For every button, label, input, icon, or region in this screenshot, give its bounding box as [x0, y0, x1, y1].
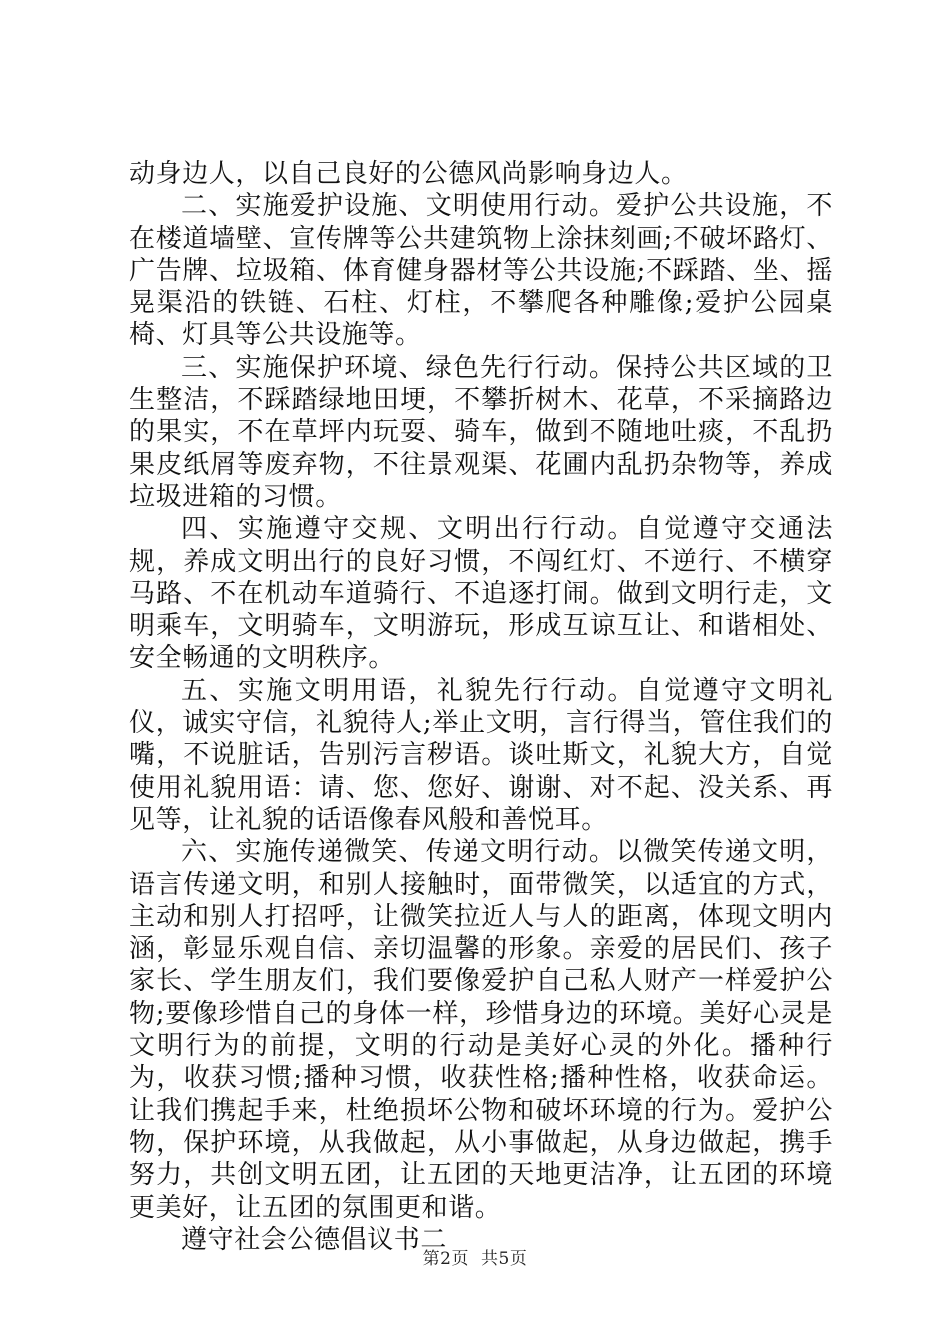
page-total: 共5页 [481, 1249, 528, 1269]
page-number: 第2页 [422, 1249, 469, 1269]
document-body [129, 158, 833, 1256]
section-heading: 遵守社会公德倡议书二 [181, 1224, 448, 1255]
paragraph-continuation: 动身边人，以自己良好的公德风尚影响身边人。 [129, 159, 688, 189]
paragraph-section-4: 四、实施遵守交规、文明出行行动。自觉遵守交通法规，养成文明出行的良好习惯，不闯红灯、不逆行、不横穿马路、不在机动车道骑行、不追逐打闹。做到文明行走，文明乘车，文明骑车，文明游玩，形成互谅互让、和谐相处、安全畅通的文明秩序。 [129, 514, 833, 674]
paragraph-section-3: 三、实施保护环境、绿色先行行动。保持公共区域的卫生整洁，不踩踏绿地田埂，不攀折树木、花草，不采摘路边的果实，不在草坪内玩耍、骑车，做到不随地吐痰，不乱扔果皮纸屑等废弃物，不往景观渠、花圃内乱扔杂物等，养成垃圾进箱的习惯。 [129, 352, 833, 512]
paragraph-section-6: 六、实施传递微笑、传递文明行动。以微笑传递文明，语言传递文明，和别人接触时，面带微笑，以适宜的方式，主动和别人打招呼，让微笑拉近人与人的距离，体现文明内涵，彰显乐观自信、亲切温馨的形象。亲爱的居民们、孩子家长、学生朋友们，我们要像爱护自己私人财产一样爱护公物;要像珍惜自己的身体一样，珍惜身边的环境。美好心灵是文明行为的前提，文明的行动是美好心灵的外化。播种行为，收获习惯;播种习惯，收获性格;播种性格，收获命运。让我们携起手来，杜绝损坏公物和破坏环境的行为。爱护公物，保护环境，从我做起，从小事做起，从身边做起，携手努力，共创文明五团，让五团的天地更洁净，让五团的环境更美好，让五团的氛围更和谐。 [129, 837, 833, 1223]
paragraph-section-5: 五、实施文明用语，礼貌先行行动。自觉遵守文明礼仪，诚实守信，礼貌待人;举止文明，言行得当，管住我们的嘴，不说脏话，告别污言秽语。谈吐斯文，礼貌大方，自觉使用礼貌用语：请、您、您好、谢谢、对不起、没关系、再见等，让礼貌的话语像春风般和善悦耳。 [129, 675, 833, 835]
paragraph-section-2: 二、实施爱护设施、文明使用行动。爱护公共设施，不在楼道墙壁、宣传牌等公共建筑物上涂抹刻画;不破坏路灯、广告牌、垃圾箱、体育健身器材等公共设施;不踩踏、坐、摇晃渠沿的铁链、石柱、灯柱，不攀爬各种雕像;爱护公园桌椅、灯具等公共设施等。 [129, 191, 833, 351]
page-footer [0, 1244, 950, 1269]
